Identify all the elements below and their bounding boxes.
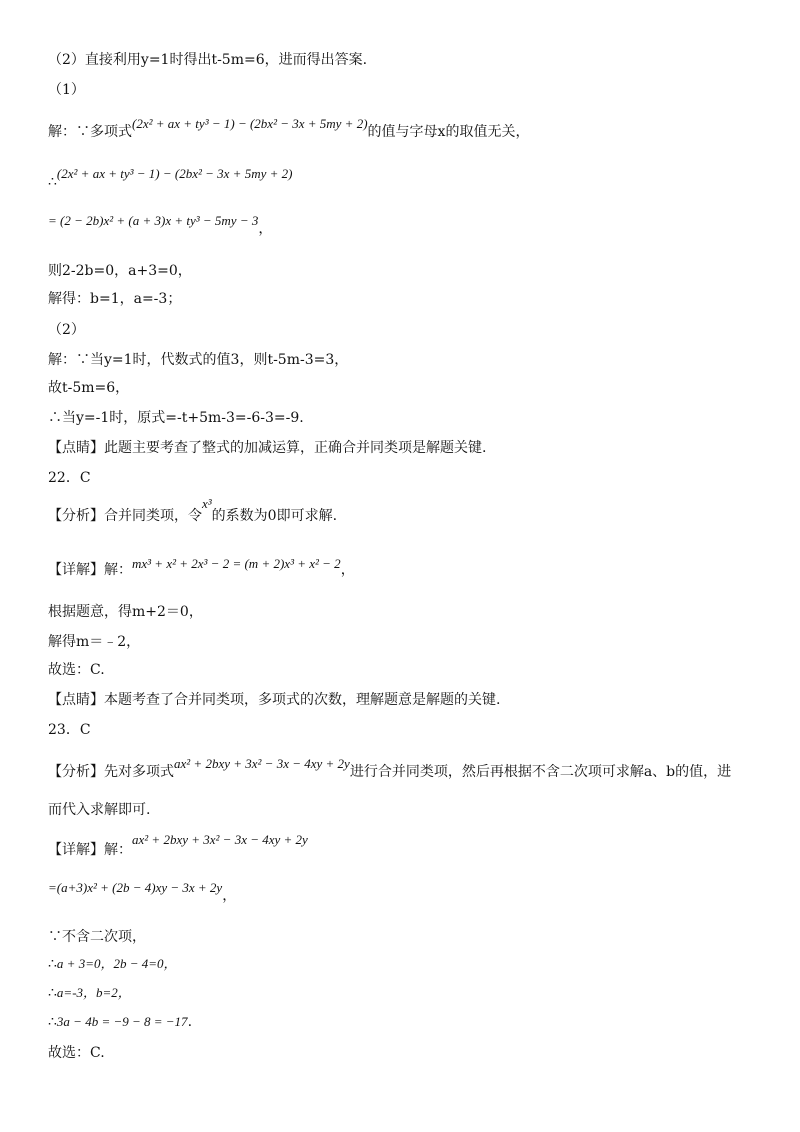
text-line: 【点睛】此题主要考查了整式的加减运算，正确合并同类项是解题关键.: [48, 440, 487, 456]
text-span: ，: [258, 221, 273, 237]
text-span: 进行合并同类项，然后再根据不含二次项可求解a、b的值，进: [349, 764, 732, 780]
text-span: 【详解】解：: [48, 562, 132, 578]
text-line: 故t-5m=6，: [48, 380, 130, 396]
text-span: ，: [340, 562, 355, 578]
text-line: 故选：C.: [48, 1045, 105, 1061]
text-span: 的值与字母x的取值无关，: [367, 124, 530, 140]
formula: ax² + 2bxy + 3x² − 3x − 4xy + 2y: [132, 832, 308, 847]
text-span: 【详解】解：: [48, 842, 132, 858]
formula: mx³ + x² + 2x³ − 2 = (m + 2)x³ + x² − 2: [132, 556, 341, 571]
therefore-symbol: ∴: [48, 174, 57, 190]
text-line: [48, 878, 237, 904]
text-line: 解得m＝﹣2，: [48, 634, 141, 650]
text-line: [48, 116, 530, 142]
text-line: [48, 983, 131, 1003]
text-line: （2）直接利用y=1时得出t-5m=6，进而得出答案.: [48, 52, 368, 68]
text-line: 解：∵当y=1时，代数式的值3，则t-5m-3=3，: [48, 352, 349, 368]
text-line: （1）: [48, 82, 85, 98]
text-span: ，: [222, 888, 237, 904]
formula: a=-3，b=2，: [56, 985, 131, 1000]
text-line: （2）: [48, 322, 85, 338]
text-line: [48, 164, 293, 190]
formula: ax² + 2bxy + 3x² − 3x − 4xy + 2y: [174, 756, 350, 771]
formula: = (2 − 2b)x² + (a + 3)x + ty³ − 5my − 3: [48, 213, 259, 228]
question-number: 23．C: [48, 722, 91, 738]
text-line: [48, 754, 732, 780]
text-line: 故选：C.: [48, 662, 105, 678]
text-span: 【分析】先对多项式: [48, 764, 174, 780]
text-span: 【分析】合并同类项，令: [48, 508, 202, 524]
therefore-symbol: ∴: [48, 956, 57, 972]
text-span: 的系数为0即可求解.: [211, 508, 338, 524]
text-line: 则2-2b=0，a+3=0，: [48, 263, 192, 279]
text-line: 根据题意，得m+2＝0，: [48, 604, 203, 620]
text-line: 而代入求解即可.: [48, 802, 151, 818]
formula: (2x² + ax + ty³ − 1) − (2bx² − 3x + 5my + 2): [132, 116, 368, 131]
text-line: ∵不含二次项，: [48, 929, 146, 945]
text-span: .: [187, 1014, 193, 1030]
text-line: [48, 1012, 192, 1032]
text-line: 解得：b=1，a=-3；: [48, 291, 182, 307]
formula: x³: [202, 496, 212, 511]
text-line: [48, 954, 177, 974]
text-span: 解：∵多项式: [48, 124, 132, 140]
formula: a + 3=0，2b − 4=0，: [56, 956, 177, 971]
formula: =(a+3)x² + (2b − 4)xy − 3x + 2y: [48, 880, 223, 895]
text-line: [48, 554, 355, 578]
formula: (2x² + ax + ty³ − 1) − (2bx² − 3x + 5my + 2): [56, 166, 293, 181]
formula: 3a − 4b = −9 − 8 = −17: [56, 1014, 188, 1029]
text-line: [48, 211, 273, 237]
text-line: ∴当y=-1时，原式=-t+5m-3=-6-3=-9.: [48, 410, 304, 426]
question-number: 22．C: [48, 470, 91, 486]
therefore-symbol: ∴: [48, 1014, 57, 1030]
therefore-symbol: ∴: [48, 985, 57, 1001]
text-line: [48, 496, 338, 526]
text-line: 【点睛】本题考查了合并同类项，多项式的次数，理解题意是解题的关键.: [48, 692, 501, 708]
text-line: [48, 830, 308, 858]
